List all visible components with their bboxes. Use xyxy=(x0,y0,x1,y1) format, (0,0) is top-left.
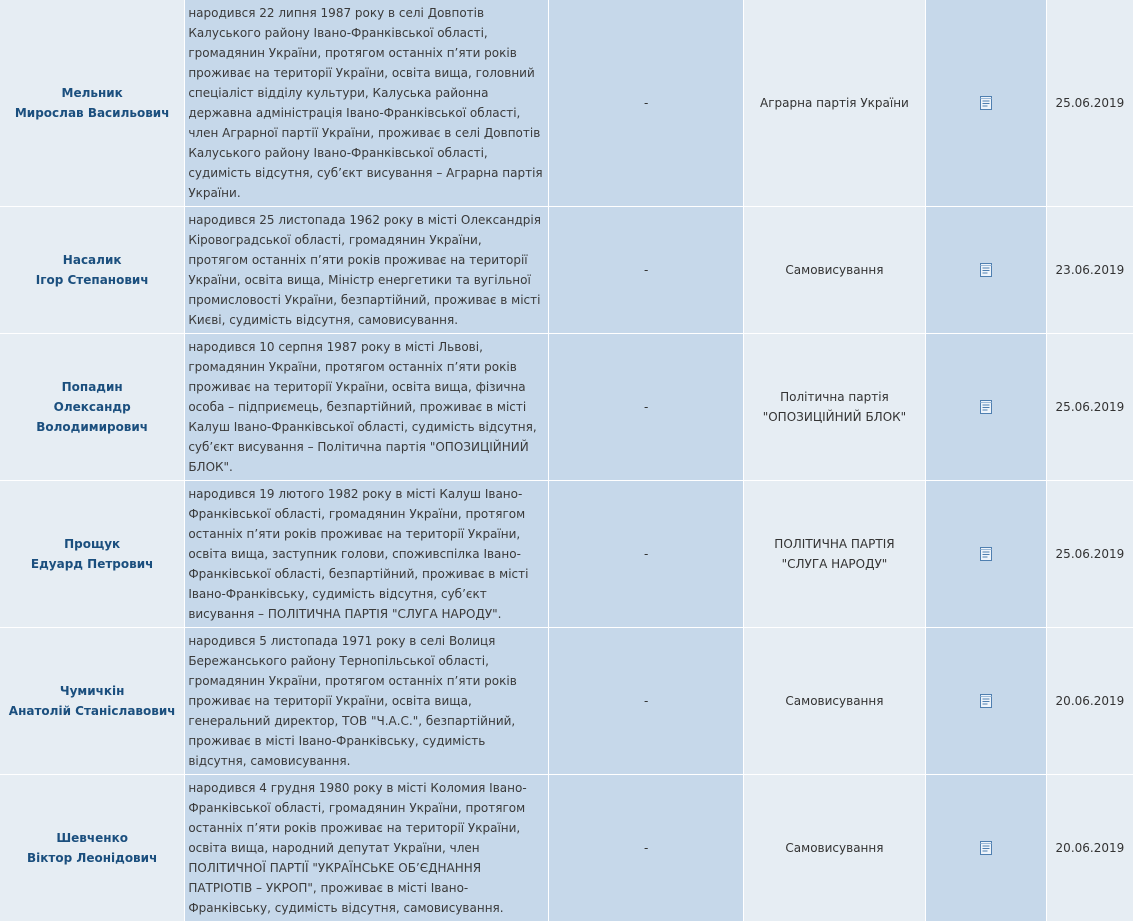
name-cell xyxy=(0,628,185,775)
given-names: Мирослав Васильович xyxy=(14,106,170,120)
surname: Мельник xyxy=(61,86,123,100)
candidate-bio: народився 4 грудня 1980 року в місті Коломия Івано-Франківської області, громадянин України, протягом останніх п’яти років проживає на території України, освіта вища, народний депутат України, член ПОЛІТИЧНОЇ ПАРТІЇ "УКРАЇНСЬКЕ ОБ’ЄДНАННЯ ПАТРІОТІВ – УКРОП", проживає в місті Івано-Франківську, судимість відсутня, самовисування. xyxy=(188,781,527,915)
bio-cell xyxy=(185,207,549,334)
table-row xyxy=(0,334,1134,481)
extra-cell xyxy=(548,775,743,922)
table-row xyxy=(0,628,1134,775)
extra-value: - xyxy=(643,400,649,414)
given-names: Анатолій Станіславович xyxy=(8,704,176,718)
extra-cell xyxy=(548,628,743,775)
doc-cell xyxy=(925,334,1046,481)
bio-cell xyxy=(185,0,549,207)
surname: Попадин xyxy=(61,380,123,394)
surname: Чумичкін xyxy=(59,684,125,698)
candidate-name xyxy=(0,828,184,868)
party-cell xyxy=(744,775,925,922)
party-cell xyxy=(744,628,925,775)
party-cell xyxy=(744,481,925,628)
nominating-party: Аграрна партія України xyxy=(760,96,909,110)
table-row xyxy=(0,207,1134,334)
document-icon[interactable] xyxy=(978,399,994,415)
document-icon[interactable] xyxy=(978,693,994,709)
extra-cell xyxy=(548,481,743,628)
doc-cell xyxy=(925,775,1046,922)
given-names: Олександр xyxy=(53,400,131,414)
bio-cell xyxy=(185,775,549,922)
date-cell xyxy=(1046,775,1133,922)
name-cell xyxy=(0,775,185,922)
party-cell xyxy=(744,0,925,207)
nominating-party: Самовисування xyxy=(785,694,884,708)
date-cell xyxy=(1046,481,1133,628)
party-cell xyxy=(744,334,925,481)
surname: Шевченко xyxy=(56,831,128,845)
given-names: Едуард Петрович xyxy=(30,557,154,571)
candidate-bio: народився 25 листопада 1962 року в місті Олександрія Кіровоградської області, громадянин України, протягом останніх п’яти років проживає на території України, освіта вища, Міністр енергетики та вугільної промисловості України, безпартійний, проживає в місті Києві, судимість відсутня, самовисування. xyxy=(188,213,541,327)
extra-cell xyxy=(548,334,743,481)
table-row xyxy=(0,481,1134,628)
surname: Прощук xyxy=(64,537,121,551)
candidate-name xyxy=(0,250,184,290)
given-names: Віктор Леонідович xyxy=(27,851,158,865)
registration-date: 23.06.2019 xyxy=(1055,263,1125,277)
extra-value: - xyxy=(643,96,649,110)
candidate-name xyxy=(0,534,184,574)
doc-cell xyxy=(925,207,1046,334)
nominating-party: Самовисування xyxy=(785,263,884,277)
table-row xyxy=(0,775,1134,922)
candidate-name xyxy=(0,83,184,123)
date-cell xyxy=(1046,334,1133,481)
registration-date: 25.06.2019 xyxy=(1055,400,1125,414)
bio-cell xyxy=(185,481,549,628)
extra-value: - xyxy=(643,841,649,855)
registration-date: 25.06.2019 xyxy=(1055,547,1125,561)
candidate-bio: народився 5 листопада 1971 року в селі Волиця Бережанського району Тернопільської області, громадянин України, протягом останніх п’яти років проживає на території України, освіта вища, генеральний директор, ТОВ "Ч.А.С.", безпартійний, проживає в місті Івано-Франківську, судимість відсутня, самовисування. xyxy=(188,634,517,768)
candidate-name xyxy=(0,681,184,721)
extra-value: - xyxy=(643,547,649,561)
candidate-bio: народився 19 лютого 1982 року в місті Калуш Івано-Франківської області, громадянин України, протягом останніх п’яти років проживає на території України, освіта вища, заступник голови, споживспілка Івано-Франківської області, безпартійний, проживає в місті Івано-Франківську, судимість відсутня, суб’єкт висування – ПОЛІТИЧНА ПАРТІЯ "СЛУГА НАРОДУ". xyxy=(188,487,529,621)
name-cell xyxy=(0,207,185,334)
table-row xyxy=(0,0,1134,207)
extra-value: - xyxy=(643,263,649,277)
bio-cell xyxy=(185,628,549,775)
document-icon[interactable] xyxy=(978,95,994,111)
extra-value: - xyxy=(643,694,649,708)
name-cell xyxy=(0,334,185,481)
candidate-name xyxy=(0,377,184,437)
document-icon[interactable] xyxy=(978,840,994,856)
surname: Насалик xyxy=(62,253,122,267)
patronymic: Володимирович xyxy=(36,420,149,434)
party-cell xyxy=(744,207,925,334)
extra-cell xyxy=(548,0,743,207)
nominating-party: Самовисування xyxy=(785,841,884,855)
extra-cell xyxy=(548,207,743,334)
candidate-bio: народився 10 серпня 1987 року в місті Львові, громадянин України, протягом останніх п’яти років проживає на території України, освіта вища, фізична особа – підприємець, безпартійний, проживає в місті Калуш Івано-Франківської області, судимість відсутня, суб’єкт висування – Політична партія "ОПОЗИЦІЙНИЙ БЛОК". xyxy=(188,340,537,474)
doc-cell xyxy=(925,628,1046,775)
document-icon[interactable] xyxy=(978,262,994,278)
date-cell xyxy=(1046,0,1133,207)
nominating-party: Політична партія "ОПОЗИЦІЙНИЙ БЛОК" xyxy=(762,390,907,424)
doc-cell xyxy=(925,481,1046,628)
name-cell xyxy=(0,481,185,628)
registration-date: 20.06.2019 xyxy=(1055,694,1125,708)
doc-cell xyxy=(925,0,1046,207)
registration-date: 25.06.2019 xyxy=(1055,96,1125,110)
bio-cell xyxy=(185,334,549,481)
document-icon[interactable] xyxy=(978,546,994,562)
given-names: Ігор Степанович xyxy=(35,273,149,287)
registration-date: 20.06.2019 xyxy=(1055,841,1125,855)
date-cell xyxy=(1046,207,1133,334)
name-cell xyxy=(0,0,185,207)
date-cell xyxy=(1046,628,1133,775)
nominating-party: ПОЛІТИЧНА ПАРТІЯ "СЛУГА НАРОДУ" xyxy=(774,537,895,571)
candidate-bio: народився 22 липня 1987 року в селі Довпотів Калуського району Івано-Франківської області, громадянин України, протягом останніх п’яти років проживає на території України, освіта вища, головний спеціаліст відділу культури, Калуська районна державна адміністрація Івано-Франківської області, член Аграрної партії України, проживає в селі Довпотів Калуського району Івано-Франківської області, судимість відсутня, суб’єкт висування – Аграрна партія України. xyxy=(188,6,543,200)
